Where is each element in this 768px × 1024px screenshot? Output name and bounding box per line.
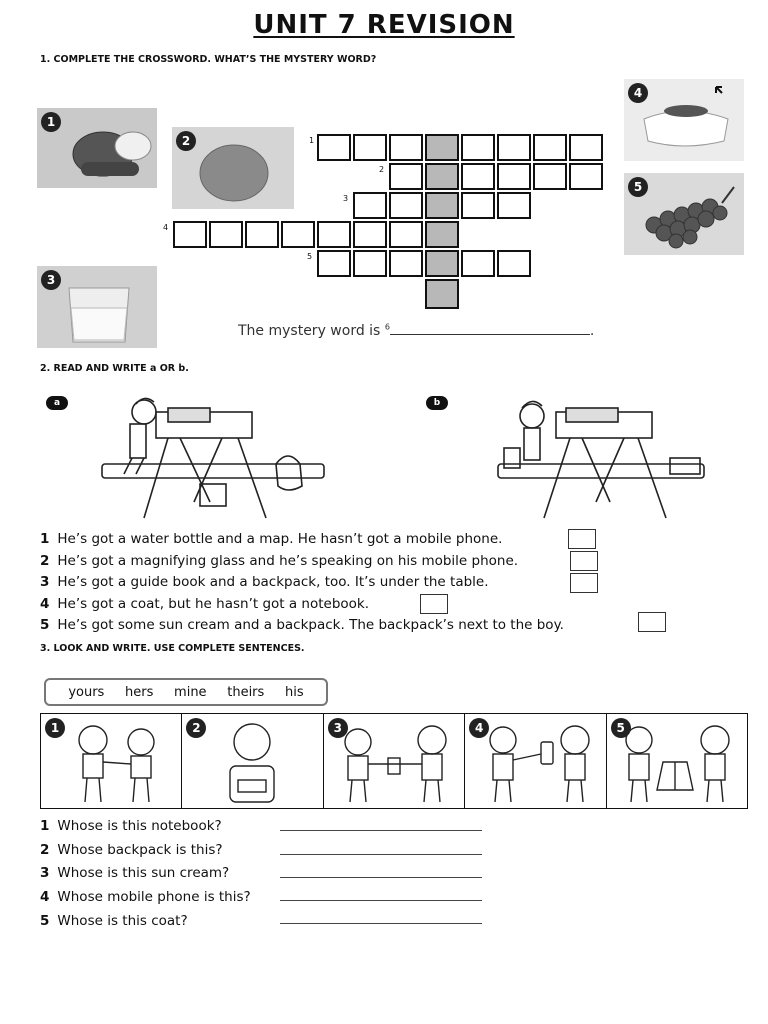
- panel-number-2: 2: [186, 718, 206, 738]
- orange-icon: [172, 127, 294, 209]
- section1-instruction: 1. COMPLETE THE CROSSWORD. WHAT’S THE MYSTERY WORD?: [40, 54, 377, 65]
- crossword-cell[interactable]: [209, 221, 243, 248]
- crossword-cell[interactable]: [461, 192, 495, 219]
- word-his: his: [284, 684, 304, 700]
- mystery-sup: 6: [384, 322, 390, 332]
- crossword-cell[interactable]: [245, 221, 279, 248]
- crossword-cell-mystery[interactable]: [425, 192, 459, 219]
- crossword-cell[interactable]: [533, 163, 567, 190]
- crossword-cell[interactable]: [353, 250, 387, 277]
- crossword-cell[interactable]: [353, 134, 387, 161]
- answer-box-3[interactable]: [570, 573, 598, 593]
- answer-box-5[interactable]: [638, 612, 666, 632]
- panel-3: [324, 714, 465, 808]
- clue-number-5: 5: [307, 252, 313, 261]
- children-icon: [41, 714, 181, 808]
- question-text: Whose is this sun cream?: [57, 865, 230, 881]
- picture-grapes: [624, 173, 744, 255]
- crossword-cell[interactable]: [389, 134, 423, 161]
- cake-icon: [624, 79, 744, 161]
- picture-number-1: 1: [41, 112, 61, 132]
- sentence-number: 5: [40, 617, 50, 633]
- panel-number-4: 4: [469, 718, 489, 738]
- crossword-cell[interactable]: [533, 134, 567, 161]
- crossword-cell[interactable]: [317, 134, 351, 161]
- picture-number-3: 3: [41, 270, 61, 290]
- sentence-3: [40, 574, 489, 590]
- word-mine: mine: [174, 684, 207, 700]
- clue-number-1: 1: [309, 136, 315, 145]
- crossword-cell[interactable]: [317, 221, 351, 248]
- question-2: [40, 842, 223, 858]
- mystery-label: The mystery word is: [238, 323, 381, 339]
- question-text: Whose mobile phone is this?: [57, 889, 251, 905]
- word-bank: [44, 678, 328, 706]
- answer-line-4[interactable]: [280, 900, 482, 901]
- crossword-cell[interactable]: [281, 221, 315, 248]
- section3-instruction: 3. LOOK AND WRITE. USE COMPLETE SENTENCES.: [40, 643, 305, 654]
- answer-line-5[interactable]: [280, 923, 482, 924]
- question-number: 2: [40, 842, 50, 858]
- crossword-cell[interactable]: [317, 250, 351, 277]
- sentence-1: [40, 531, 502, 547]
- sentence-number: 4: [40, 596, 50, 612]
- glass-icon: [37, 266, 157, 348]
- crossword-cell[interactable]: [389, 163, 423, 190]
- answer-line-3[interactable]: [280, 877, 482, 878]
- question-3: [40, 865, 229, 881]
- crossword-cell-mystery[interactable]: [425, 134, 459, 161]
- panel-1: [41, 714, 182, 808]
- sentence-text: He’s got a magnifying glass and he’s speaking on his mobile phone.: [57, 553, 519, 569]
- page-title: UNIT 7 REVISION: [253, 10, 515, 40]
- children-mobile-phone-icon: [465, 714, 605, 808]
- crossword-cell[interactable]: [497, 134, 531, 161]
- picnic-table-icon: [40, 390, 330, 522]
- sentence-number: 2: [40, 553, 50, 569]
- crossword-cell[interactable]: [353, 192, 387, 219]
- crossword-cell[interactable]: [569, 163, 603, 190]
- crossword-cell[interactable]: [569, 134, 603, 161]
- question-text: Whose is this coat?: [57, 913, 188, 929]
- scene-label-a: a: [46, 396, 68, 410]
- child-with-backpack-icon: [182, 714, 322, 808]
- question-1: [40, 818, 222, 834]
- picture-number-5: 5: [628, 177, 648, 197]
- clue-number-3: 3: [343, 194, 349, 203]
- question-5: [40, 913, 188, 929]
- panel-2: [182, 714, 323, 808]
- answer-line-1[interactable]: [280, 830, 482, 831]
- sentence-number: 1: [40, 531, 50, 547]
- sentence-text: He’s got some sun cream and a backpack. The backpack’s next to the boy.: [57, 617, 564, 633]
- crossword-cell[interactable]: [389, 221, 423, 248]
- section2-instruction: 2. READ AND WRITE a OR b.: [40, 363, 189, 374]
- crossword-cell-mystery[interactable]: [425, 163, 459, 190]
- question-number: 5: [40, 913, 50, 929]
- answer-box-4[interactable]: [420, 594, 448, 614]
- crossword-cell[interactable]: [461, 163, 495, 190]
- clue-number-2: 2: [379, 165, 385, 174]
- word-yours: yours: [68, 684, 105, 700]
- crossword-cell[interactable]: [497, 192, 531, 219]
- picture-biscuits: [37, 108, 157, 188]
- answer-line-2[interactable]: [280, 854, 482, 855]
- sentence-text: He’s got a coat, but he hasn’t got a notebook.: [57, 596, 370, 612]
- children-sun-cream-icon: [324, 714, 464, 808]
- answer-box-1[interactable]: [568, 529, 596, 549]
- question-text: Whose backpack is this?: [57, 842, 223, 858]
- word-theirs: theirs: [227, 684, 265, 700]
- picture-number-2: 2: [176, 131, 196, 151]
- sentence-5: [40, 617, 564, 633]
- crossword-cell[interactable]: [497, 250, 531, 277]
- panel-5: [607, 714, 747, 808]
- question-number: 3: [40, 865, 50, 881]
- crossword-cell-mystery[interactable]: [425, 221, 459, 248]
- mystery-word-prompt: The mystery word is $^6$ .: [238, 322, 595, 339]
- crossword-cell[interactable]: [389, 192, 423, 219]
- question-4: [40, 889, 251, 905]
- answer-box-2[interactable]: [570, 551, 598, 571]
- scene-label-b: b: [426, 396, 448, 410]
- sentence-text: He’s got a guide book and a backpack, too. It’s under the table.: [57, 574, 489, 590]
- question-number: 1: [40, 818, 50, 834]
- crossword-cell[interactable]: [173, 221, 207, 248]
- crossword-cell[interactable]: [461, 134, 495, 161]
- crossword-cell[interactable]: [497, 163, 531, 190]
- scene-b: [420, 390, 710, 522]
- mystery-answer-line[interactable]: [390, 322, 590, 335]
- picnic-table-icon: [420, 390, 710, 522]
- picture-panels: [40, 713, 748, 809]
- crossword-cell-mystery[interactable]: [425, 250, 459, 277]
- crossword-cell[interactable]: [353, 221, 387, 248]
- picture-number-4: 4: [628, 83, 648, 103]
- picture-cake: [624, 79, 744, 161]
- panel-4: [465, 714, 606, 808]
- scene-a: [40, 390, 330, 522]
- crossword-cell[interactable]: [389, 250, 423, 277]
- crossword-cell[interactable]: [461, 250, 495, 277]
- biscuits-icon: [37, 108, 157, 188]
- question-text: Whose is this notebook?: [57, 818, 222, 834]
- panel-number-3: 3: [328, 718, 348, 738]
- children-coat-icon: [607, 714, 747, 808]
- sentence-2: [40, 553, 518, 569]
- panel-number-1: 1: [45, 718, 65, 738]
- sentence-4: [40, 596, 369, 612]
- word-hers: hers: [125, 684, 154, 700]
- panel-number-5: 5: [611, 718, 631, 738]
- clue-number-4: 4: [163, 223, 169, 232]
- crossword-cell-mystery[interactable]: [425, 279, 459, 309]
- question-number: 4: [40, 889, 50, 905]
- picture-glass: [37, 266, 157, 348]
- grapes-icon: [624, 173, 744, 255]
- sentence-number: 3: [40, 574, 50, 590]
- picture-orange: [172, 127, 294, 209]
- sentence-text: He’s got a water bottle and a map. He hasn’t got a mobile phone.: [57, 531, 503, 547]
